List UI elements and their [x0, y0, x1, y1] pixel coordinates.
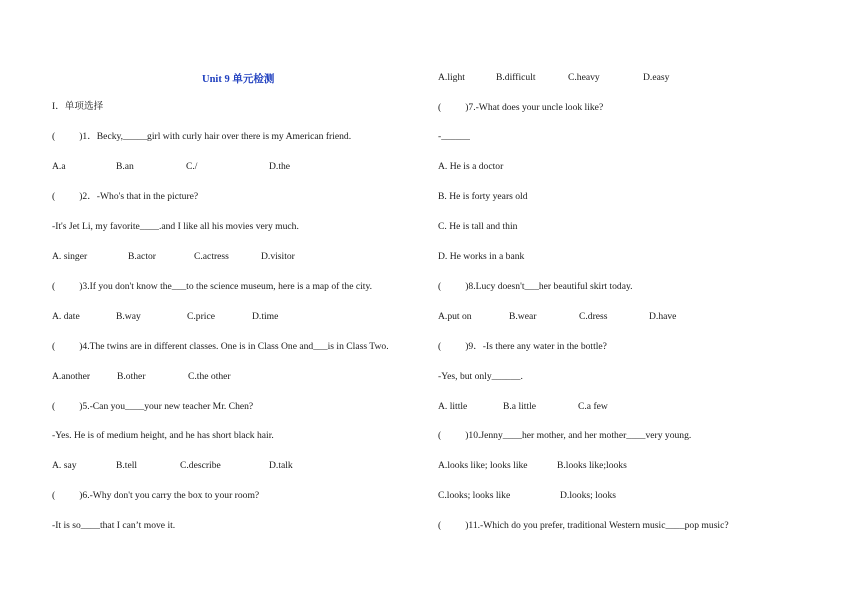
question-8: [438, 281, 633, 293]
answer-paren: (: [438, 281, 442, 292]
question-text: )7.-What does your uncle look like?: [465, 102, 604, 113]
option-b: B.looks like;looks: [557, 460, 627, 471]
option-c: C.actress: [194, 251, 229, 262]
option-d: D.talk: [269, 460, 293, 471]
question-10: [438, 430, 691, 442]
option-c: C.a few: [578, 401, 608, 412]
option-d: D.have: [649, 311, 677, 322]
option-c: C.heavy: [568, 72, 600, 83]
option-b: B.actor: [128, 251, 156, 262]
question-7-option-d: D. He works in a bank: [438, 251, 525, 262]
section-heading: I．单项选择: [52, 101, 104, 112]
answer-paren: (: [52, 401, 56, 412]
answer-paren: (: [438, 341, 442, 352]
question-7-option-b: B. He is forty years old: [438, 191, 528, 202]
option-a: A.a: [52, 161, 66, 172]
answer-paren: (: [438, 102, 442, 113]
question-text: )8.Lucy doesn't___her beautiful skirt today.: [465, 281, 633, 292]
question-7-option-c: C. He is tall and thin: [438, 221, 518, 232]
option-b: B.an: [116, 161, 134, 172]
option-b: B.way: [116, 311, 141, 322]
option-a: A.put on: [438, 311, 472, 322]
question-3: [52, 281, 372, 293]
option-c: C.the other: [188, 371, 231, 382]
option-b: B.difficult: [496, 72, 536, 83]
question-text: )2．-Who's that in the picture?: [79, 191, 199, 202]
question-text: )9．-Is there any water in the bottle?: [465, 341, 607, 352]
page-title: Unit 9 单元检测: [202, 74, 275, 85]
option-d: D.visitor: [261, 251, 295, 262]
question-text: )11.-Which do you prefer, traditional Western music____pop music?: [465, 520, 729, 531]
answer-paren: (: [438, 430, 442, 441]
answer-paren: (: [52, 131, 56, 142]
option-a: A.light: [438, 72, 465, 83]
question-5-followup: -Yes. He is of medium height, and he has short black hair.: [52, 430, 274, 441]
question-11: [438, 520, 729, 532]
option-a: A.another: [52, 371, 91, 382]
question-7-followup: -______: [438, 131, 470, 142]
question-text: )4.The twins are in different classes. One is in Class One and___is in Class Two.: [79, 341, 389, 352]
option-b: B.wear: [509, 311, 537, 322]
question-7-option-a: A. He is a doctor: [438, 161, 504, 172]
question-5: [52, 401, 253, 413]
answer-paren: (: [52, 341, 56, 352]
option-b: B.tell: [116, 460, 138, 471]
option-d: D.the: [269, 161, 291, 172]
option-a: A.looks like; looks like: [438, 460, 528, 471]
question-2: [52, 191, 198, 203]
option-d: D.time: [252, 311, 279, 322]
question-text: )1．Becky,_____girl with curly hair over there is my American friend.: [79, 131, 352, 142]
question-2-followup: -It's Jet Li, my favorite____.and I like all his movies very much.: [52, 221, 299, 232]
option-c: C.price: [187, 311, 215, 322]
question-1: [52, 131, 351, 143]
answer-paren: (: [52, 191, 56, 202]
option-b: B.a little: [503, 401, 537, 412]
question-text: )3.If you don't know the___to the science museum, here is a map of the city.: [79, 281, 373, 292]
option-c: C./: [186, 161, 198, 172]
question-4: [52, 341, 389, 353]
question-text: )6.-Why don't you carry the box to your room?: [79, 490, 260, 501]
option-c: C.looks; looks like: [438, 490, 511, 501]
question-6-followup: -It is so____that I can’t move it.: [52, 520, 176, 531]
option-c: C.dress: [579, 311, 608, 322]
answer-paren: (: [52, 281, 56, 292]
answer-paren: (: [438, 520, 442, 531]
question-text: )5.-Can you____your new teacher Mr. Chen?: [79, 401, 254, 412]
question-text: )10.Jenny____her mother, and her mother____very young.: [465, 430, 692, 441]
question-6: [52, 490, 259, 502]
option-d: D.looks; looks: [560, 490, 616, 501]
option-a: A. say: [52, 460, 77, 471]
option-d: D.easy: [643, 72, 670, 83]
question-9: [438, 341, 607, 353]
question-7: [438, 102, 603, 114]
option-a: A. little: [438, 401, 468, 412]
option-b: B.other: [117, 371, 146, 382]
option-c: C.describe: [180, 460, 221, 471]
option-a: A. date: [52, 311, 80, 322]
option-a: A. singer: [52, 251, 88, 262]
answer-paren: (: [52, 490, 56, 501]
question-9-followup: -Yes, but only______.: [438, 371, 523, 382]
